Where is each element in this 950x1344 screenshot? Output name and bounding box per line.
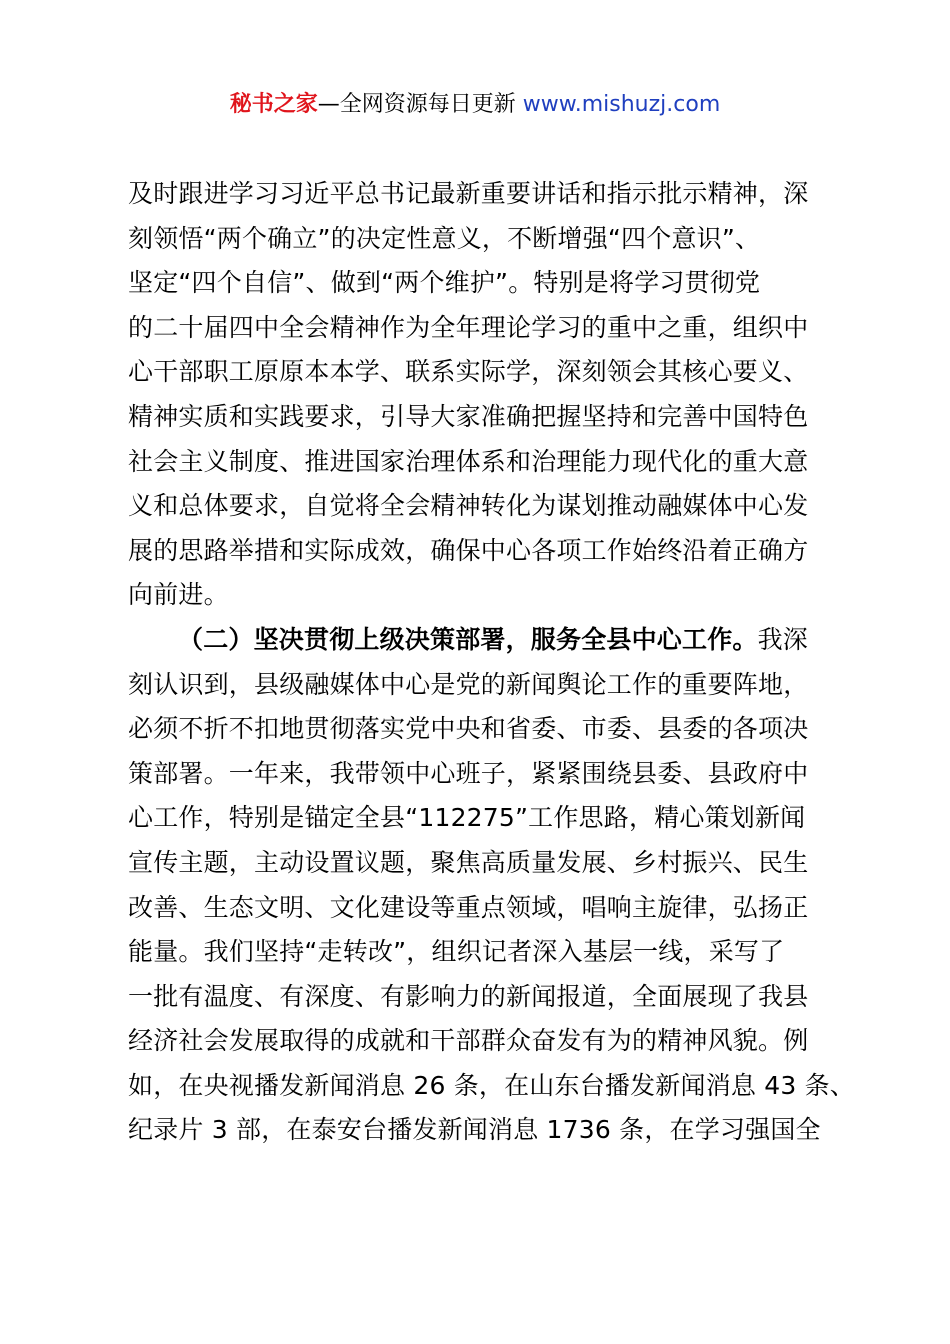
brand-name: 秘书之家 bbox=[229, 92, 318, 117]
text-line: 一批有温度、有深度、有影响力的新闻报道，全面展现了我县 bbox=[128, 981, 809, 1011]
text-line: 刻认识到，县级融媒体中心是党的新闻舆论工作的重要阵地， bbox=[128, 669, 809, 699]
text-fragment: 我深 bbox=[757, 624, 809, 654]
text-line: 必须不折不扣地贯彻落实党中央和省委、市委、县委的各项决 bbox=[128, 714, 809, 744]
text-line: 义和总体要求，自觉将全会精神转化为谋划推动融媒体中心发 bbox=[128, 491, 809, 521]
text-line: 及时跟进学习习近平总书记最新重要讲话和指示批示精神，深 bbox=[128, 179, 809, 208]
paragraph-2 bbox=[128, 618, 856, 1153]
text-line: 精神实质和实践要求，引导大家准确把握坚持和完善中国特色 bbox=[128, 401, 809, 431]
text-line: 坚定“四个自信”、做到“两个维护”。特别是将学习贯彻党 bbox=[128, 268, 761, 298]
section-heading: （二）坚决贯彻上级决策部署，服务全县中心工作。 bbox=[178, 624, 758, 654]
text-line: 纪录片 3 部，在泰安台播发新闻消息 1736 条，在学习强国全 bbox=[128, 1115, 821, 1145]
text-line: 展的思路举措和实际成效，确保中心各项工作始终沿着正确方 bbox=[128, 535, 809, 565]
text-line: 社会主义制度、推进国家治理体系和治理能力现代化的重大意 bbox=[128, 446, 809, 476]
paragraph-1 bbox=[128, 172, 834, 618]
paragraph-2-first-line bbox=[128, 618, 834, 663]
text-line: 心干部职工原原本本学、联系实际学，深刻领会其核心要义、 bbox=[128, 357, 809, 387]
text-line: 的二十届四中全会精神作为全年理论学习的重中之重，组织中 bbox=[128, 312, 809, 342]
page-header bbox=[0, 88, 950, 122]
document-body bbox=[128, 172, 856, 1153]
header-url[interactable]: www.mishuzj.com bbox=[522, 92, 721, 117]
text-line: 改善、生态文明、文化建设等重点领域，唱响主旋律，弘扬正 bbox=[128, 892, 809, 922]
text-line: 经济社会发展取得的成就和干部群众奋发有为的精神风貌。例 bbox=[128, 1026, 809, 1056]
text-line: 宣传主题，主动设置议题，聚焦高质量发展、乡村振兴、民生 bbox=[128, 847, 809, 877]
text-line: 策部署。一年来，我带领中心班子，紧紧围绕县委、县政府中 bbox=[128, 758, 809, 788]
header-tagline: —全网资源每日更新 bbox=[317, 92, 516, 117]
text-line: 刻领悟“两个确立”的决定性意义，不断增强“四个意识”、 bbox=[128, 223, 761, 253]
text-line: 向前进。 bbox=[128, 580, 229, 610]
text-line: 如，在央视播发新闻消息 26 条，在山东台播发新闻消息 43 条、 bbox=[128, 1070, 856, 1100]
text-line: 能量。我们坚持“走转改”，组织记者深入基层一线，采写了 bbox=[128, 937, 785, 967]
text-line: 心工作，特别是锚定全县“112275”工作思路，精心策划新闻 bbox=[128, 803, 806, 833]
